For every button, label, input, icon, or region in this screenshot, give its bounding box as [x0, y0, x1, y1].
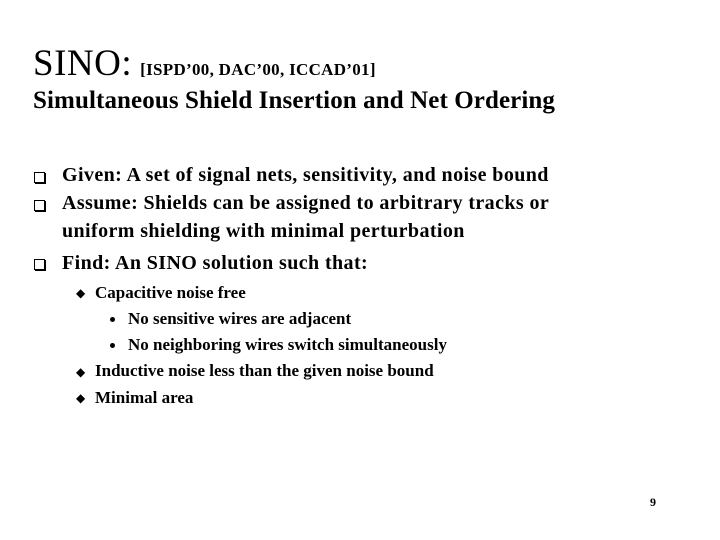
dot-bullet-icon [110, 343, 115, 348]
page-number: 9 [650, 495, 656, 509]
slide-subtitle: Simultaneous Shield Insertion and Net Ordering [33, 87, 556, 114]
title-references: [ISPD’00, DAC’00, ICCAD’01] [140, 60, 376, 79]
sub-sub-bullet-neighboring: No neighboring wires switch simultaneously [128, 335, 447, 354]
title-main: SINO: [33, 43, 133, 84]
hollow-square-bullet-icon [34, 172, 45, 183]
sub-bullet-inductive: Inductive noise less than the given noise bound [95, 361, 434, 380]
sub-bullet-capacitive: Capacitive noise free [95, 283, 246, 302]
hollow-square-bullet-icon [34, 200, 45, 211]
slide-title [33, 42, 376, 85]
bullet-given: Given: A set of signal nets, sensitivity, and noise bound [62, 164, 549, 186]
diamond-bullet-icon: ◆ [76, 365, 86, 379]
bullet-assume-continuation: uniform shielding with minimal perturbation [62, 220, 465, 242]
bullet-assume: Assume: Shields can be assigned to arbitrary tracks or [62, 192, 550, 214]
sub-sub-bullet-sensitive: No sensitive wires are adjacent [128, 309, 352, 328]
bullet-find: Find: An SINO solution such that: [62, 252, 369, 274]
hollow-square-bullet-icon [34, 259, 45, 270]
sub-bullet-area: Minimal area [95, 388, 194, 407]
dot-bullet-icon [110, 317, 115, 322]
diamond-bullet-icon: ◆ [76, 391, 86, 405]
diamond-bullet-icon: ◆ [76, 286, 86, 300]
